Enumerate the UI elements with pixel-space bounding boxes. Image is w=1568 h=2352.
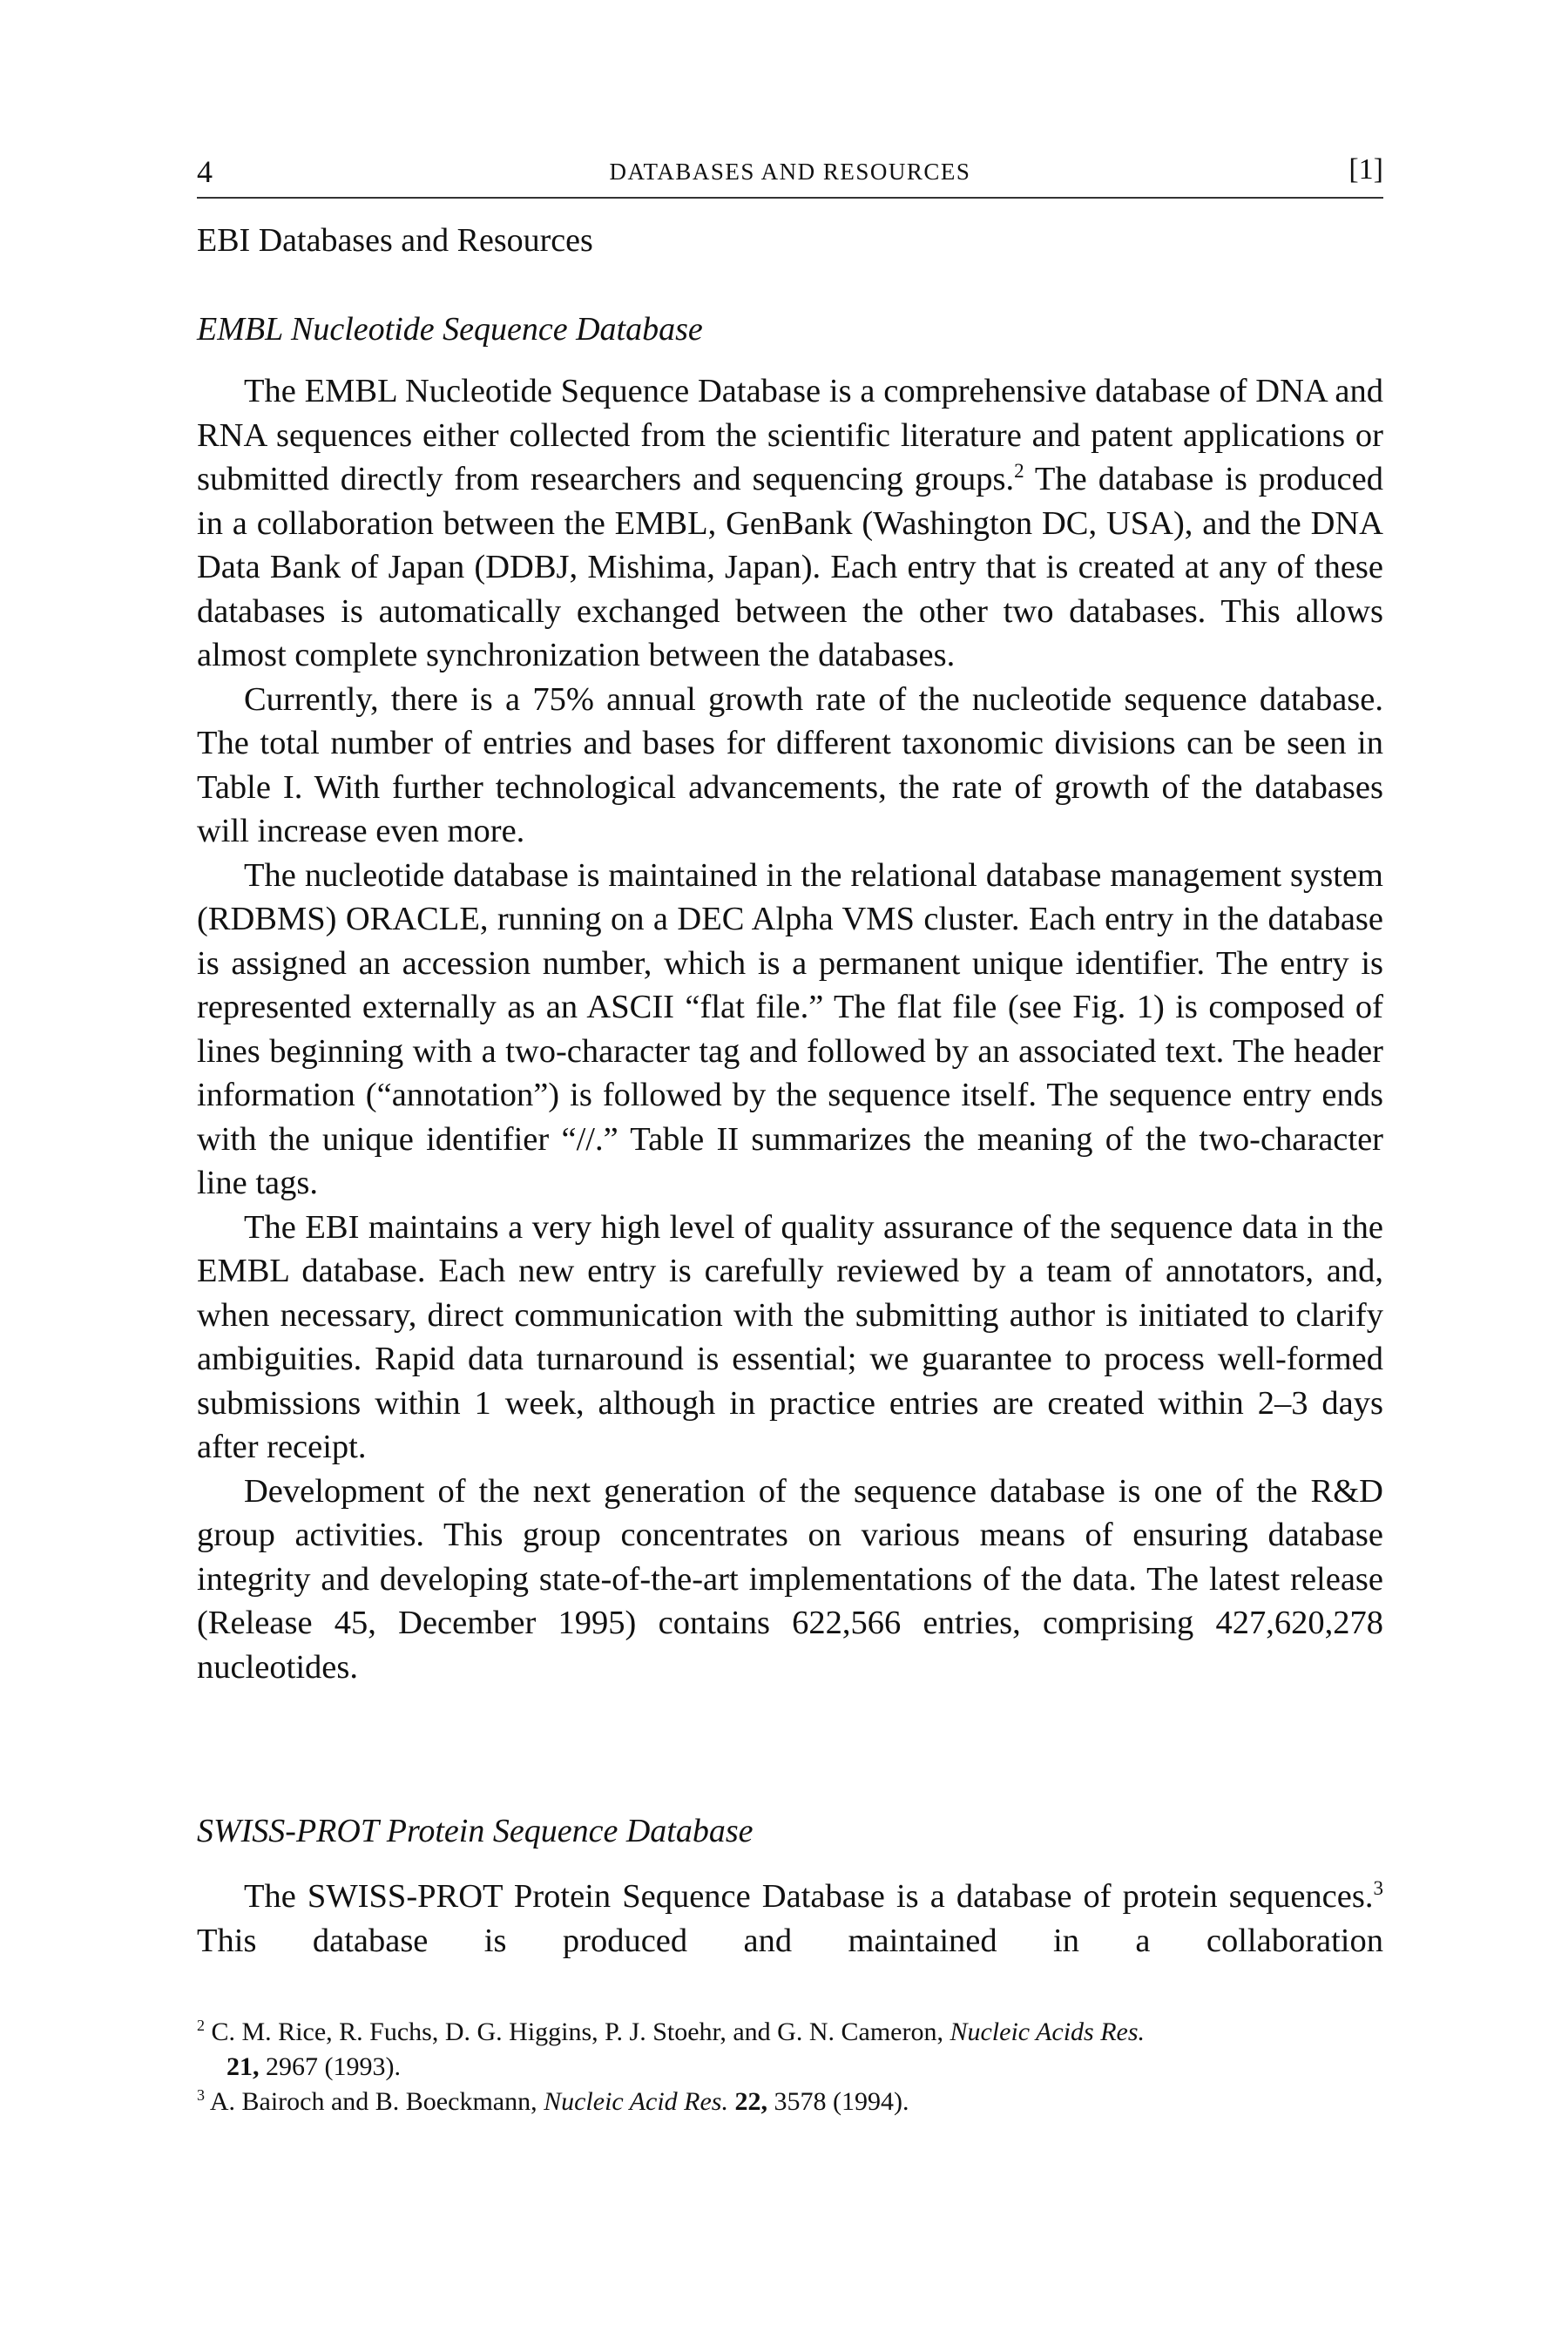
footnotes <box>197 2015 1383 2119</box>
paragraph: The nucleotide database is maintained in the relational database management system (RDBMS) ORACLE, running on a DEC Alpha VMS cluster. Each entry in the database is assigned an accession number, which is a permanent unique identifier. The entry is represented externally as an ASCII “flat file.” The flat file (see Fig. 1) is composed of lines beginning with a two-character tag and followed by an associated text. The header information (“annotation”) is followed by the sequence itself. The sequence entry ends with the unique identifier “//.” Table II summarizes the meaning of the two-character line tags. <box>197 856 1383 1201</box>
swissprot-heading: SWISS-PROT Protein Sequence Database <box>197 1813 754 1849</box>
page-number: 4 <box>197 154 213 189</box>
paragraph: Currently, there is a 75% annual growth rate of the nucleotide sequence database. The total number of entries and bases for different taxonomic divisions can be seen in Table I. With further technological advancements, the rate of growth of the databases will increase even more. <box>197 680 1383 849</box>
swissprot-body <box>197 1875 1383 1963</box>
footnote-ref: 2 <box>1014 459 1024 483</box>
running-title: DATABASES AND RESOURCES <box>609 159 971 185</box>
footnote: $^2$ C. M. Rice, R. Fuchs, D. G. Higgins, P. J. Stoehr, and G. N. Cameron, Nucleic Acids Res. 21, 2967 (1993). <box>197 2017 1146 2081</box>
footnote: $^3$ A. Bairoch and B. Boeckmann, Nucleic Acid Res. 22, 3578 (1994). <box>197 2086 909 2116</box>
header-rule <box>197 197 1383 199</box>
paragraph: The SWISS-PROT Protein Sequence Database is a database of protein sequences.$^3$ This database is produced and maintained in a collaboration <box>197 1876 1383 1959</box>
running-header <box>197 153 1383 188</box>
section-title: EBI Databases and Resources <box>197 222 593 259</box>
section-number: [1] <box>1348 153 1383 186</box>
embl-body <box>197 369 1383 1689</box>
embl-heading: EMBL Nucleotide Sequence Database <box>197 311 703 348</box>
paragraph: Development of the next generation of the sequence database is one of the R&D group activities. This group concentrates on various means of ensuring database integrity and developing state-of-the-art implementations of the data. The latest release (Release 45, December 1995) contains 622,566 entries, comprising 427,620,278 nucleotides. <box>197 1472 1383 1686</box>
footnote-ref: 3 <box>1373 1876 1383 1900</box>
paragraph: The EMBL Nucleotide Sequence Database is a comprehensive database of DNA and RNA sequences either collected from the scientific literature and patent applications or submitted directly from researchers and sequencing groups.$^2$ The database is produced in a collaboration between the EMBL, GenBank (Washington DC, USA), and the DNA Data Bank of Japan (DDBJ, Mishima, Japan). Each entry that is created at any of these databases is automatically exchanged between the other two databases. This allows almost complete synchronization between the databases. <box>197 373 1383 673</box>
paragraph: The EBI maintains a very high level of quality assurance of the sequence data in the EMBL database. Each new entry is carefully reviewed by a team of annotators, and, when necessary, direct communication with the submitting author is initiated to clarify ambiguities. Rapid data turnaround is essential; we guarantee to process well-formed submissions within 1 week, although in practice entries are created within 2–3 days after receipt. <box>197 1208 1383 1465</box>
